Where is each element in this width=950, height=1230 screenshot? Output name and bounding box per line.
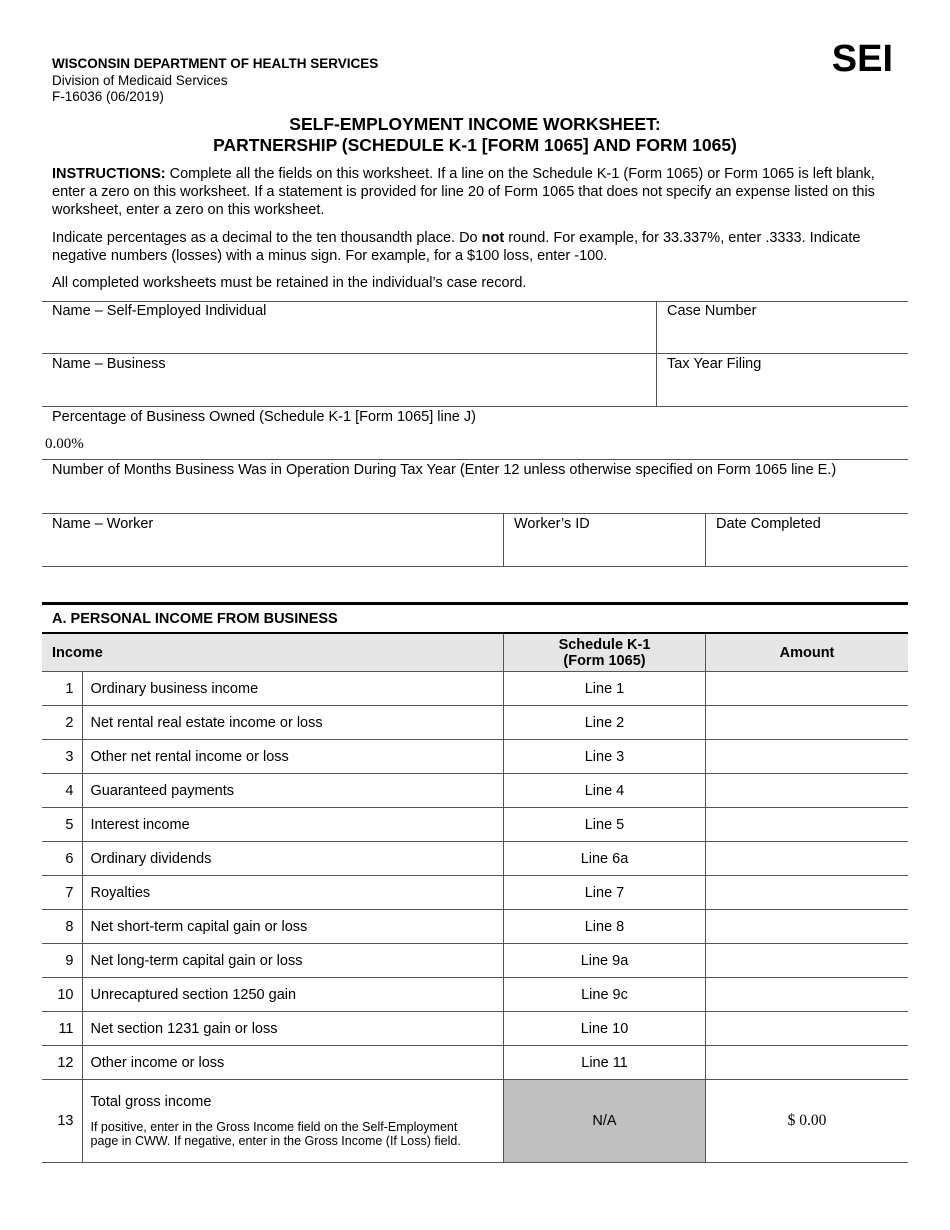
pct-owned-label: Percentage of Business Owned (Schedule K-1 [Form 1065] line J) <box>52 409 476 425</box>
tax-year-field[interactable] <box>656 354 908 407</box>
total-amount: $ 0.00 <box>706 1080 909 1163</box>
amount-input[interactable] <box>706 1012 909 1046</box>
pct-instr-a: Indicate percentages as a decimal to the ten thousandth place. Do <box>52 230 482 246</box>
amount-input[interactable] <box>706 842 909 876</box>
row-schedule-line: Line 9c <box>504 978 706 1012</box>
retention-note: All completed worksheets must be retained in the individual’s case record. <box>52 275 527 291</box>
case-number-label: Case Number <box>667 303 757 319</box>
amount-input[interactable] <box>706 774 909 808</box>
row-schedule-line: Line 1 <box>504 672 706 706</box>
title-line-1: SELF-EMPLOYMENT INCOME WORKSHEET: <box>289 114 661 134</box>
percentage-instructions <box>52 229 897 265</box>
row-number: 9 <box>42 944 82 978</box>
row-schedule-line: Line 3 <box>504 740 706 774</box>
worker-name-label: Name – Worker <box>52 516 154 532</box>
form-header <box>52 56 378 106</box>
instructions-label: INSTRUCTIONS: <box>52 166 166 182</box>
row-number: 1 <box>42 672 82 706</box>
table-row <box>42 910 908 944</box>
row-number: 11 <box>42 1012 82 1046</box>
worker-name-field[interactable] <box>42 514 504 567</box>
amount-input[interactable] <box>706 910 909 944</box>
col-schedule-line1: Schedule K-1 <box>558 636 651 653</box>
form-code: SEI <box>831 38 893 80</box>
row-number: 8 <box>42 910 82 944</box>
row-schedule-line: Line 8 <box>504 910 706 944</box>
section-a-title: A. PERSONAL INCOME FROM BUSINESS <box>42 602 908 634</box>
title-line-2: PARTNERSHIP (SCHEDULE K-1 [FORM 1065] AND FORM 1065) <box>213 135 737 155</box>
row-description: Ordinary business income <box>82 672 504 706</box>
table-row <box>42 978 908 1012</box>
amount-input[interactable] <box>706 672 909 706</box>
date-completed-field[interactable] <box>705 514 908 567</box>
row-description: Royalties <box>82 876 504 910</box>
table-row <box>42 740 908 774</box>
income-table-header <box>42 634 908 672</box>
table-row <box>42 774 908 808</box>
instructions-text: Complete all the fields on this worksheet. If a line on the Schedule K-1 (Form 1065) or Form 1065 is left blank, enter a zero on this worksheet. If a statement is provided for line 20 of Form 1065 that does not specify an expense listed on this worksheet, enter a zero on this worksheet. <box>52 166 875 218</box>
row-number: 3 <box>42 740 82 774</box>
table-row <box>42 842 908 876</box>
worker-id-field[interactable] <box>503 514 706 567</box>
table-row <box>42 808 908 842</box>
name-individual-label: Name – Self-Employed Individual <box>52 303 267 319</box>
pct-owned-field[interactable] <box>42 407 908 460</box>
total-description <box>82 1080 504 1163</box>
agency-name: WISCONSIN DEPARTMENT OF HEALTH SERVICES <box>52 56 379 71</box>
table-row <box>42 672 908 706</box>
division-name: Division of Medicaid Services <box>52 72 228 88</box>
col-amount: Amount <box>706 634 909 672</box>
row-description: Interest income <box>82 808 504 842</box>
table-row <box>42 706 908 740</box>
row-number: 13 <box>42 1080 82 1163</box>
amount-input[interactable] <box>706 740 909 774</box>
row-schedule-line: Line 9a <box>504 944 706 978</box>
amount-input[interactable] <box>706 706 909 740</box>
col-schedule <box>504 634 706 672</box>
date-completed-label: Date Completed <box>716 516 821 532</box>
amount-input[interactable] <box>706 1046 909 1080</box>
row-description: Other net rental income or loss <box>82 740 504 774</box>
row-description: Net rental real estate income or loss <box>82 706 504 740</box>
income-table <box>42 634 908 1163</box>
total-title: Total gross income <box>90 1093 212 1110</box>
page-title <box>0 114 950 156</box>
row-number: 5 <box>42 808 82 842</box>
row-schedule-line: Line 7 <box>504 876 706 910</box>
row-schedule-line: Line 10 <box>504 1012 706 1046</box>
worker-id-label: Worker’s ID <box>514 516 590 532</box>
table-row <box>42 1012 908 1046</box>
row-number: 4 <box>42 774 82 808</box>
row-description: Guaranteed payments <box>82 774 504 808</box>
col-income: Income <box>42 634 504 672</box>
row-schedule-line: Line 5 <box>504 808 706 842</box>
row-description: Net long-term capital gain or loss <box>82 944 504 978</box>
row-description: Net section 1231 gain or loss <box>82 1012 504 1046</box>
table-row <box>42 944 908 978</box>
pct-instr-bold: not <box>481 230 505 246</box>
amount-input[interactable] <box>706 808 909 842</box>
case-number-field[interactable] <box>656 301 908 354</box>
row-schedule-line: Line 4 <box>504 774 706 808</box>
name-business-field[interactable] <box>42 354 657 407</box>
row-description: Unrecaptured section 1250 gain <box>82 978 504 1012</box>
total-row <box>42 1080 908 1163</box>
row-schedule-line: Line 6a <box>504 842 706 876</box>
col-schedule-line2: (Form 1065) <box>563 652 646 669</box>
amount-input[interactable] <box>706 876 909 910</box>
months-field[interactable] <box>42 460 908 514</box>
name-business-label: Name – Business <box>52 356 166 372</box>
row-number: 10 <box>42 978 82 1012</box>
instructions-paragraph <box>52 165 897 219</box>
row-number: 2 <box>42 706 82 740</box>
row-number: 7 <box>42 876 82 910</box>
row-schedule-line: Line 2 <box>504 706 706 740</box>
total-schedule-line: N/A <box>504 1080 706 1163</box>
row-number: 6 <box>42 842 82 876</box>
row-description: Net short-term capital gain or loss <box>82 910 504 944</box>
table-row <box>42 1046 908 1080</box>
total-note: If positive, enter in the Gross Income field on the Self-Employment page in CWW. If negative, enter in the Gross Income (If Loss) field. <box>90 1119 461 1148</box>
pct-owned-value[interactable]: 0.00% <box>45 436 84 452</box>
row-number: 12 <box>42 1046 82 1080</box>
name-individual-field[interactable] <box>42 301 657 354</box>
row-description: Ordinary dividends <box>82 842 504 876</box>
row-schedule-line: Line 11 <box>504 1046 706 1080</box>
tax-year-label: Tax Year Filing <box>667 356 762 372</box>
row-description: Other income or loss <box>82 1046 504 1080</box>
amount-input[interactable] <box>706 944 909 978</box>
form-id: F-16036 (06/2019) <box>52 89 164 104</box>
pct-instr-b: round. For example, for 33.337%, enter .3333. Indicate negative numbers (losses) with a minus sign. For example, for a $100 loss, enter -100. <box>52 230 861 264</box>
months-label: Number of Months Business Was in Operation During Tax Year (Enter 12 unless otherwise specified on Form 1065 line E.) <box>52 462 837 478</box>
table-row <box>42 876 908 910</box>
amount-input[interactable] <box>706 978 909 1012</box>
